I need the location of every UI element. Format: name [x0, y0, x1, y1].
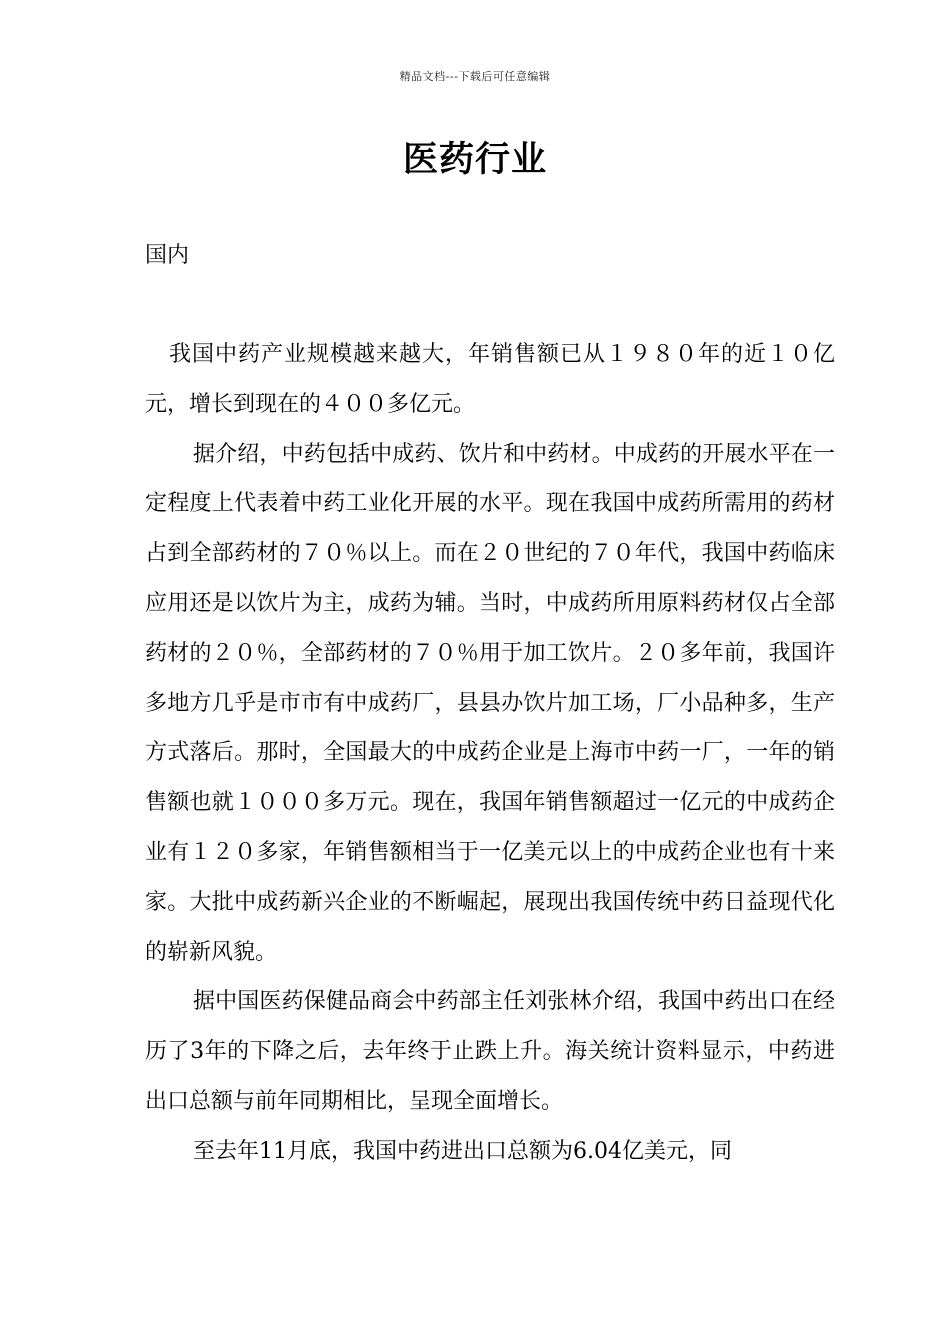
body-text — [145, 330, 835, 1177]
paragraph-4: 至去年11月底，我国中药进出口总额为6.04亿美元，同 — [193, 1138, 732, 1164]
section-heading: 国内 — [145, 243, 190, 268]
header-note: 精品文档---下载后可任意编辑 — [399, 70, 551, 83]
paragraph-1: 我国中药产业规模越来越大，年销售额已从１９８０年的近１０亿元，增长到现在的４００多亿元。 — [145, 342, 835, 417]
paragraph-3: 据中国医药保健品商会中药部主任刘张林介绍，我国中药出口在经历了3年的下降之后，去年终于止跌上升。海关统计资料显示，中药进出口总额与前年同期相比，呈现全面增长。 — [145, 989, 835, 1114]
document-title: 医药行业 — [402, 139, 547, 180]
paragraph-2: 据介绍，中药包括中成药、饮片和中药材。中成药的开展水平在一定程度上代表着中药工业化开展的水平。现在我国中成药所需用的药材占到全部药材的７０％以上。而在２０世纪的７０年代，我国中药临床应用还是以饮片为主，成药为辅。当时，中成药所用原料药材仅占全部药材的２０％，全部药材的７０％用于加工饮片。２０多年前，我国许多地方几乎是市市有中成药厂，县县办饮片加工场，厂小品种多，生产方式落后。那时，全国最大的中成药企业是上海市中药一厂，一年的销售额也就１０００多万元。现在，我国年销售额超过一亿元的中成药企业有１２０多家，年销售额相当于一亿美元以上的中成药企业也有十来家。大批中成药新兴企业的不断崛起，展现出我国传统中药日益现代化的崭新风貌。 — [145, 441, 835, 965]
